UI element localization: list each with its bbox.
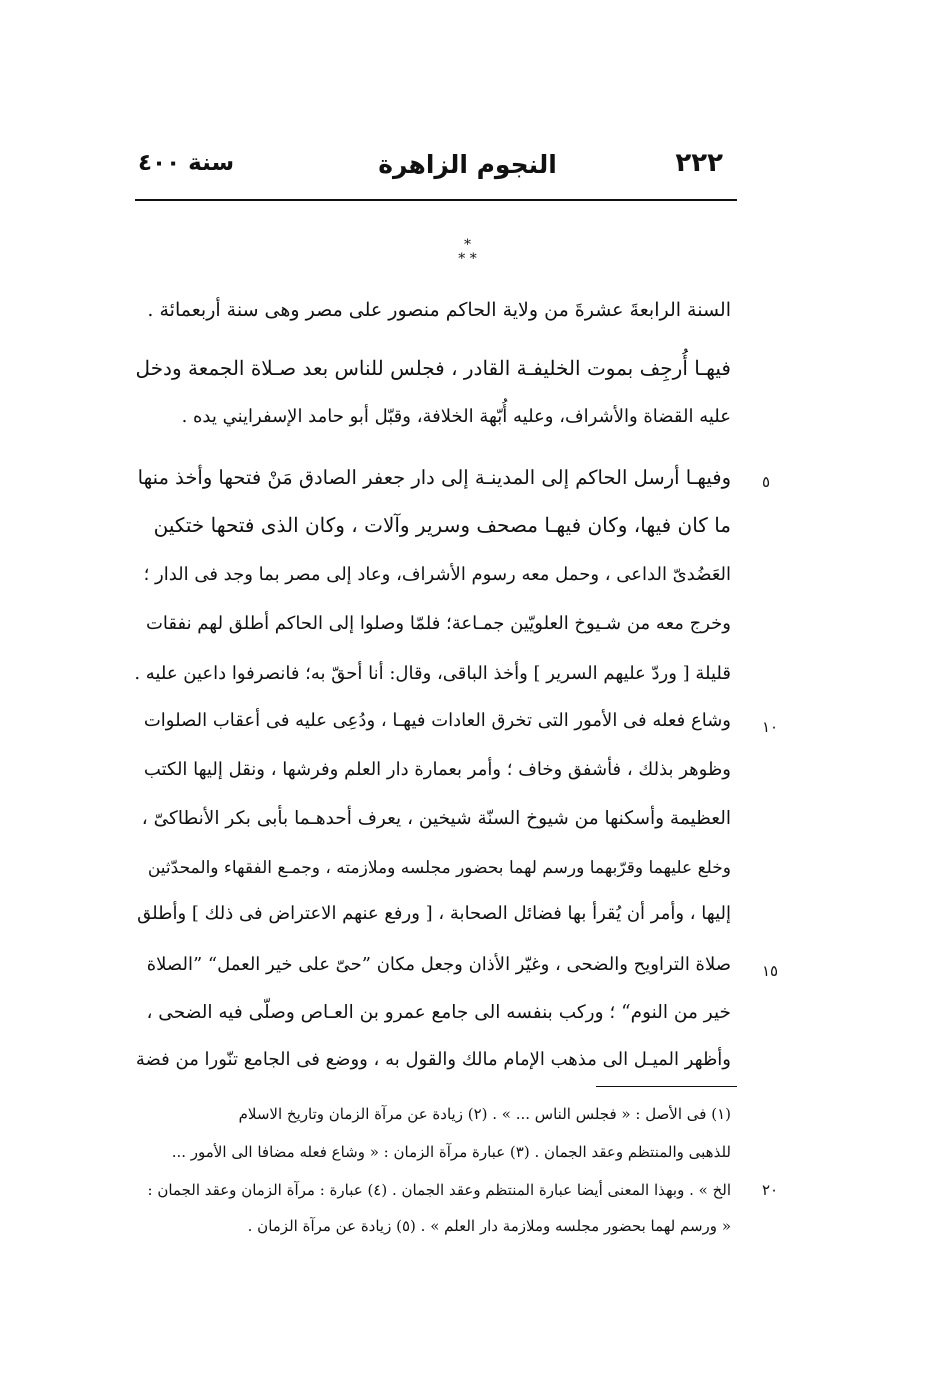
body-line: وخرج معه من شـيوخ العلويّين جمـاعة؛ فلمّا وصلوا إلى الحاكم أطلق لهم نفقات [145,613,731,634]
body-line: خير من النوم“ ؛ وركب بنفسه الى جامع عمرو بن العـاص وصلّى فيه الضحى ، [146,1002,731,1023]
running-title: النجوم الزاهرة [378,150,557,179]
body-line: العظيمة وأسكنها من شيوخ السنّة شيخين ، يعرف أحدهـما بأبى بكر الأنطاكىّ ، [141,808,731,829]
body-line: السنة الرابعةَ عشرةَ من ولاية الحاكم منصور على مصر وهى سنة أربعمائة . [147,299,731,321]
body-line: صلاة التراويح والضحى ، وغيّر الأذان وجعل مكان ”حىّ على خير العمل“ ”الصلاة [146,954,731,975]
line-number-5: ٥ [762,473,771,491]
asterism-top: * [464,237,471,253]
body-line: عليه القضاة والأشراف، وعليه أُبّهة الخلافة، وقبّل أبو حامد الإسفرايني يده . [181,406,731,427]
body-line: فيهـا أُرجِف بموت الخليفـة القادر ، فجلس للناس بعد صـلاة الجمعة ودخل [135,356,731,380]
line-number-15: ١٥ [762,962,779,980]
body-line: وخلع عليهما وقرّبهما ورسم لهما بحضور مجلسه وملازمته ، وجمـع الفقهاء والمحدّثين [147,858,731,878]
footnote-rule [596,1086,737,1087]
body-line: ما كان فيها، وكان فيهـا مصحف وسرير وآلات ، وكان الذى فتحها ختكين [153,513,731,537]
footnote-line: الخ » . وبهذا المعنى أيضا عبارة المنتظم وعقد الجمان . (٤) عبارة : مرآة الزمان وعقد الجمان : [147,1181,731,1199]
body-line: وشاع فعله فى الأمور التى تخرق العادات فيهـا ، ودُعِى عليه فى أعقاب الصلوات [143,710,731,731]
footnote-line: « ورسم لهما بحضور مجلسه وملازمة دار العلم » . (٥) زيادة عن مرآة الزمان . [247,1217,731,1235]
header-rule [135,199,737,201]
section-asterism [0,238,935,266]
footnote-line: (١) فى الأصل : « فجلس الناس ... » . (٢) زيادة عن مرآة الزمان وتاريخ الاسلام [238,1105,731,1123]
body-line: العَضُدىّ الداعى ، وحمل معه رسوم الأشراف، وعاد إلى مصر بما وجد فى الدار ؛ [143,564,731,585]
body-line: وظوهر بذلك ، فأشفق وخاف ؛ وأمر بعمارة دار العلم وفرشها ، ونقل إليها الكتب [143,759,731,780]
asterism-bottom: * * [458,251,477,267]
body-line: وأظهر الميـل الى مذهب الإمام مالك والقول به ، ووضع فى الجامع تنّورا من فضة [135,1049,731,1070]
body-line: قليلة [ وردّ عليهم السرير ] وأخذ الباقى، وقال: أنا أحقّ به؛ فانصرفوا داعين عليه . [134,663,731,684]
body-line: إليها ، وأمر أن يُقرأ بها فضائل الصحابة ، [ ورفع عنهم الاعتراض فى ذلك ] وأطلق [137,903,731,924]
footnote-line: للذهبى والمنتظم وعقد الجمان . (٣) عبارة مرآة الزمان : « وشاع فعله مضافا الى الأمور ... [171,1143,731,1161]
line-number-20: ٢٠ [762,1181,779,1199]
page-number: ٢٢٢ [675,148,723,178]
body-line: وفيهـا أرسل الحاكم إلى المدينـة إلى دار جعفر الصادق مَنْ فتحها وأخذ منها [137,466,731,489]
line-number-10: ١٠ [762,718,779,736]
running-year: سنة ٤٠٠ [138,150,235,176]
